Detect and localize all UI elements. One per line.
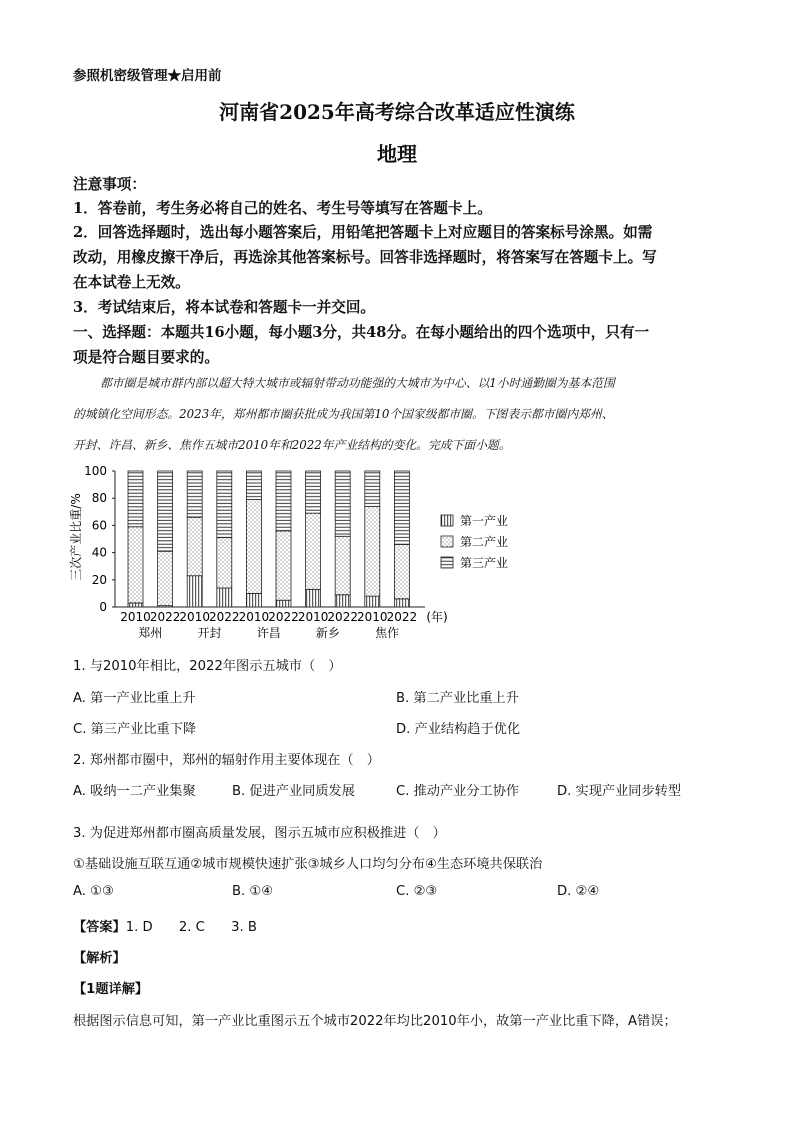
intro-line-2: 的城镇化空间形态。2023年，郑州都市圈获批成为我国第10个国家级都市圈。下图表示都市圈内郑州、 — [73, 407, 614, 421]
bar-segment-primary — [365, 596, 380, 607]
q1-option-b: B. 第二产业比重上升 — [396, 691, 519, 706]
bar-segment-tertiary — [128, 471, 143, 527]
q1-stem: 1. 与2010年相比，2022年图示五城市（ ） — [73, 659, 342, 674]
y-tick-label: 60 — [91, 518, 107, 533]
detail-text: 根据图示信息可知，第一产业比重图示五个城市2022年均比2010年小，故第一产业比重下降，A错误； — [73, 1014, 677, 1029]
y-tick-label: 80 — [91, 491, 107, 506]
bar-segment-tertiary — [187, 471, 202, 517]
legend-label: 第三产业 — [460, 556, 509, 570]
bar-segment-tertiary — [394, 471, 409, 544]
legend-swatch — [441, 536, 453, 547]
bar-segment-primary — [246, 593, 261, 607]
y-tick-label: 40 — [91, 545, 107, 560]
q2-option-b: B. 促进产业同质发展 — [232, 784, 355, 799]
intro-line-1: 都市圈是城市群内部以超大特大城市或辐射带动功能强的大城市为中心、以1小时通勤圈为基本范围 — [100, 376, 615, 390]
y-axis-label: 三次产业比重/% — [69, 493, 83, 581]
q1-option-c: C. 第三产业比重下降 — [73, 722, 197, 737]
bar-segment-tertiary — [158, 471, 173, 551]
bar-segment-secondary — [158, 551, 173, 605]
bar-segment-tertiary — [365, 471, 380, 506]
bar-segment-secondary — [306, 513, 321, 589]
legend-swatch — [441, 515, 453, 526]
x-tick-label: 2010 — [297, 610, 329, 624]
q2-option-a: A. 吸纳一二产业集聚 — [73, 784, 196, 799]
q3-option-a: A. ①③ — [73, 884, 114, 899]
section-heading-line-1: 一、选择题：本题共16小题，每小题3分，共48分。在每小题给出的四个选项中，只有一 — [73, 324, 650, 341]
answer-label: 【答案】 — [73, 920, 126, 935]
bar-segment-primary — [187, 576, 202, 607]
answer-row — [73, 916, 257, 935]
q3-option-b: B. ①④ — [232, 884, 274, 899]
y-tick-label: 20 — [91, 572, 107, 587]
city-label: 开封 — [197, 626, 222, 640]
city-label: 焦作 — [375, 626, 400, 640]
q2-option-c: C. 推动产业分工协作 — [396, 784, 520, 799]
x-tick-label: 2010 — [120, 610, 151, 624]
x-tick-label: 2022 — [386, 610, 418, 624]
bar-segment-secondary — [365, 506, 380, 596]
q3-stem: 3. 为促进郑州都市圈高质量发展，图示五城市应积极推进（ ） — [73, 826, 446, 841]
legend-label: 第一产业 — [460, 514, 509, 528]
bar-segment-primary — [335, 595, 350, 607]
bar-segment-primary — [306, 589, 321, 607]
legend-swatch — [441, 557, 453, 568]
bar-segment-secondary — [187, 517, 202, 575]
y-tick-label: 100 — [84, 464, 107, 478]
legend-label: 第二产业 — [460, 535, 509, 549]
q1-option-d: D. 产业结构趋于优化 — [396, 722, 521, 737]
detail-heading: 【1题详解】 — [73, 982, 149, 997]
note-2-line-3: 在本试卷上无效。 — [73, 274, 190, 291]
x-tick-label: 2022 — [268, 610, 299, 624]
notes-heading: 注意事项： — [73, 176, 146, 193]
q3-items: ①基础设施互联互通②城市规模快速扩张③城乡人口均匀分布④生态环境共保联治 — [73, 857, 543, 872]
q1-option-a: A. 第一产业比重上升 — [73, 691, 196, 706]
bar-segment-primary — [394, 599, 409, 607]
q2-option-d: D. 实现产业同步转型 — [557, 784, 682, 799]
bar-segment-secondary — [335, 536, 350, 594]
exam-subject: 地理 — [377, 142, 417, 166]
q3-option-d: D. ②④ — [557, 884, 600, 899]
industry-structure-chart — [0, 455, 794, 655]
x-axis-unit: (年) — [426, 610, 448, 624]
answer-3: 3. B — [231, 920, 257, 935]
bar-segment-primary — [128, 603, 143, 607]
section-heading-line-2: 项是符合题目要求的。 — [73, 349, 219, 366]
note-3: 3．考试结束后，将本试卷和答题卡一并交回。 — [73, 299, 376, 316]
note-2-line-1: 2．回答选择题时，选出每小题答案后，用铅笔把答题卡上对应题目的答案标号涂黑。如需 — [73, 224, 653, 241]
city-label: 郑州 — [138, 626, 163, 640]
analysis-label: 【解析】 — [73, 951, 126, 966]
bar-segment-secondary — [276, 531, 291, 600]
note-1: 1．答卷前，考生务必将自己的姓名、考生号等填写在答题卡上。 — [73, 200, 492, 217]
bar-segment-tertiary — [246, 471, 261, 500]
bar-segment-tertiary — [335, 471, 350, 536]
note-2-line-2: 改动，用橡皮擦干净后，再选涂其他答案标号。回答非选择题时，将答案写在答题卡上。写 — [73, 249, 657, 266]
bar-segment-secondary — [217, 538, 232, 588]
x-tick-label: 2022 — [209, 610, 240, 624]
q3-option-c: C. ②③ — [396, 884, 438, 899]
exam-title: 河南省2025年高考综合改革适应性演练 — [219, 100, 575, 124]
bar-segment-primary — [217, 588, 232, 607]
intro-line-3: 开封、许昌、新乡、焦作五城市2010年和2022年产业结构的变化。完成下面小题。 — [73, 438, 511, 452]
x-tick-label: 2010 — [238, 610, 270, 624]
answer-2: 2. C — [178, 920, 205, 935]
confidential-label: 参照机密级管理★启用前 — [73, 68, 222, 84]
q2-stem: 2. 郑州都市圈中，郑州的辐射作用主要体现在（ ） — [73, 753, 380, 768]
bar-segment-tertiary — [276, 471, 291, 531]
city-label: 许昌 — [256, 626, 281, 640]
x-tick-label: 2022 — [327, 610, 358, 624]
bar-segment-tertiary — [217, 471, 232, 538]
bar-segment-secondary — [128, 527, 143, 603]
bar-segment-secondary — [246, 500, 261, 594]
x-tick-label: 2010 — [179, 610, 210, 624]
y-tick-label: 0 — [99, 600, 107, 614]
bar-segment-tertiary — [306, 471, 321, 513]
x-tick-label: 2010 — [357, 610, 388, 624]
city-label: 新乡 — [315, 626, 340, 640]
x-tick-label: 2022 — [149, 610, 181, 624]
bar-segment-primary — [276, 600, 291, 607]
bar-segment-secondary — [394, 544, 409, 598]
answer-1: 1. D — [125, 920, 153, 935]
